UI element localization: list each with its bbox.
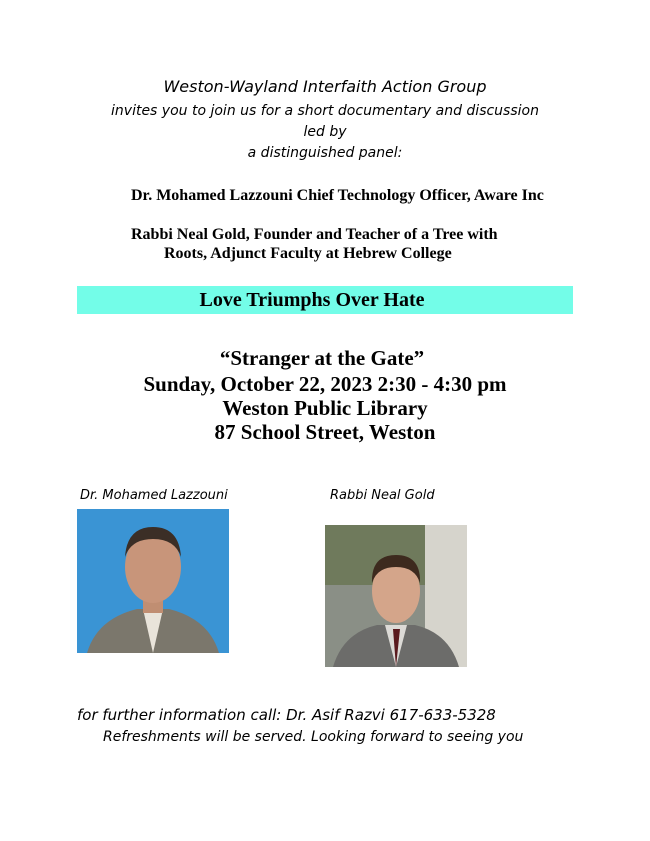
- panel-text: a distinguished panel:: [247, 145, 403, 161]
- organization-name: Weston-Wayland Interfaith Action Group: [163, 77, 487, 96]
- photo-caption-lazzouni: Dr. Mohamed Lazzouni: [80, 488, 228, 503]
- event-date: Sunday, October 22, 2023 2:30 - 4:30 pm: [143, 372, 507, 396]
- film-title: “Stranger at the Gate”: [219, 346, 425, 370]
- event-address: 87 School Street, Weston: [214, 420, 436, 444]
- led-by-text: led by: [303, 124, 347, 140]
- refreshments-note: Refreshments will be served. Looking forward to seeing you: [103, 729, 524, 745]
- event-venue: Weston Public Library: [222, 396, 428, 420]
- photo-gold: [325, 525, 467, 667]
- invitation-text: invites you to join us for a short documentary and discussion: [111, 103, 539, 119]
- panelist-lazzouni: Dr. Mohamed Lazzouni Chief Technology Officer, Aware Inc: [131, 187, 544, 204]
- panelist-gold-line1: Rabbi Neal Gold, Founder and Teacher of a Tree with: [131, 226, 498, 243]
- banner-text: Love Triumphs Over Hate: [199, 289, 425, 311]
- photo-caption-gold: Rabbi Neal Gold: [330, 488, 435, 503]
- contact-info: for further information call: Dr. Asif Razvi 617-633-5328: [77, 706, 496, 724]
- panelist-gold-line2: Roots, Adjunct Faculty at Hebrew College: [164, 245, 452, 262]
- photo-lazzouni: [77, 509, 229, 653]
